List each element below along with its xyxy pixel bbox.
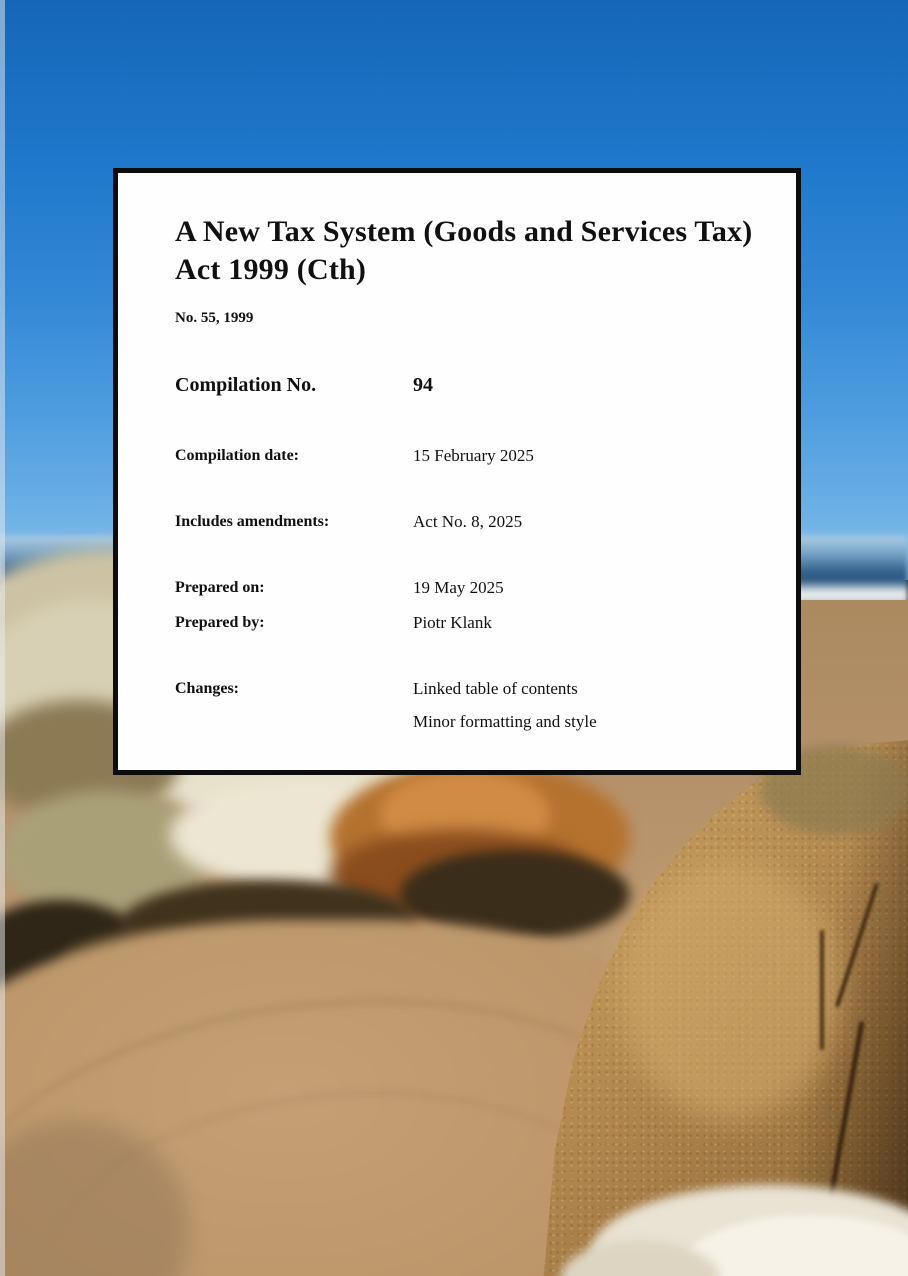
document-title: A New Tax System (Goods and Services Tax) Act 1999 (Cth) [175, 215, 753, 286]
prepared-on-row [175, 579, 775, 597]
changes-row [175, 680, 775, 698]
includes-amendments-value: Act No. 8, 2025 [413, 512, 523, 531]
act-number: No. 55, 1999 [175, 310, 254, 326]
prepared-by-row [175, 614, 775, 632]
changes-value-line1: Linked table of contents [413, 679, 578, 698]
prepared-by-value: Piotr Klank [413, 613, 492, 632]
compilation-date-label: Compilation date: [175, 447, 299, 464]
prepared-on-label: Prepared on: [175, 579, 265, 596]
compilation-no-row [175, 374, 775, 397]
photo-edge-artifact [0, 0, 5, 1276]
prepared-by-label: Prepared by: [175, 614, 265, 631]
rock-crack [820, 930, 824, 1050]
compilation-no-value: 94 [413, 374, 433, 396]
includes-amendments-row [175, 513, 775, 531]
includes-amendments-label: Includes amendments: [175, 513, 330, 530]
prepared-on-value: 19 May 2025 [413, 578, 504, 597]
document-cover-card [113, 168, 801, 775]
changes-label: Changes: [175, 680, 240, 697]
compilation-date-row [175, 447, 775, 465]
rock-sunlit-face [620, 860, 840, 1120]
changes-value-line2: Minor formatting and style [413, 712, 597, 731]
compilation-no-label: Compilation No. [175, 374, 317, 396]
compilation-date-value: 15 February 2025 [413, 446, 534, 465]
